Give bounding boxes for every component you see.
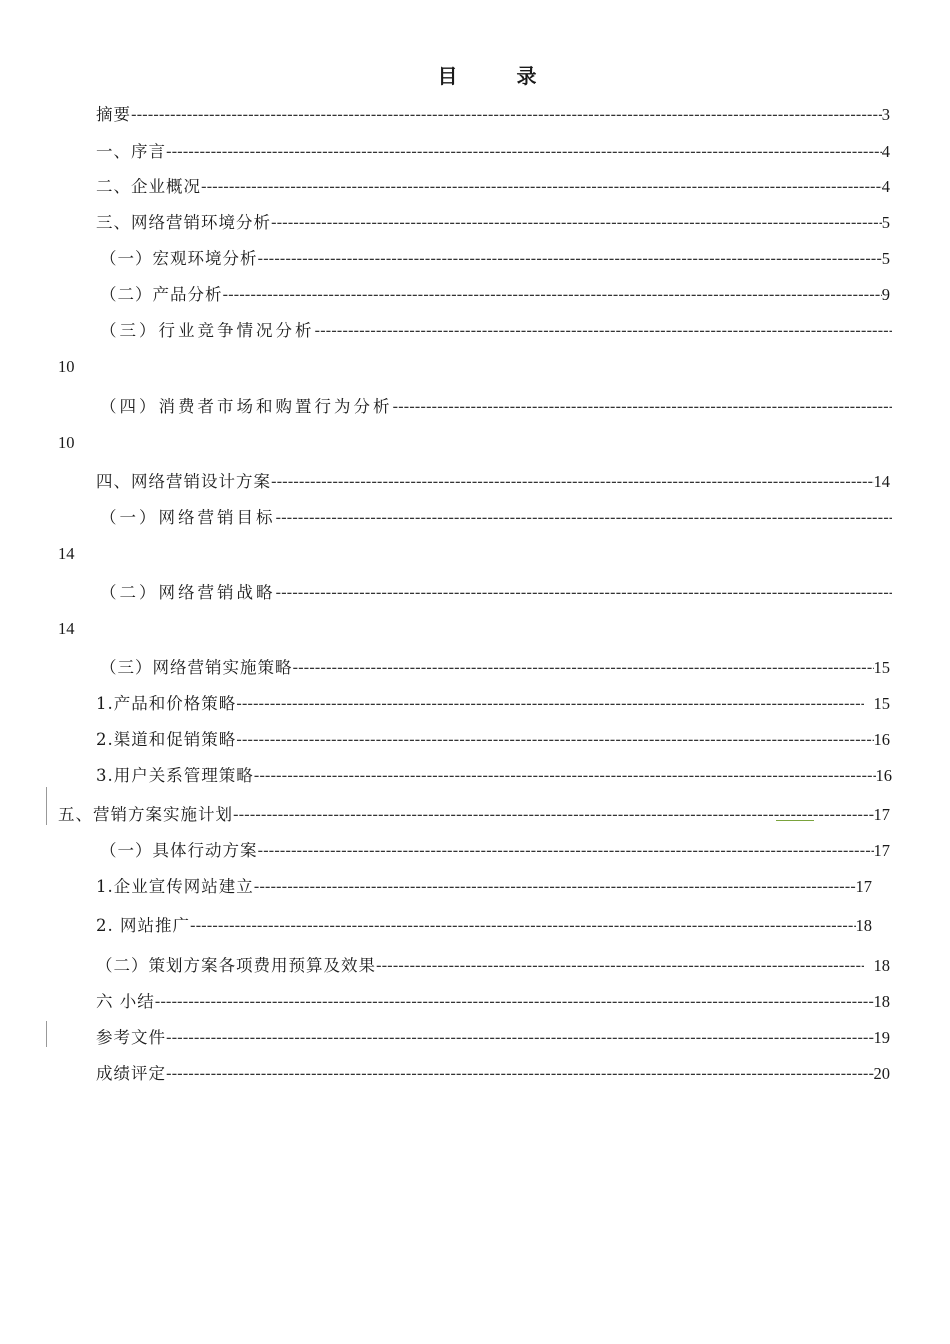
toc-entry-strategy[interactable] bbox=[100, 579, 892, 601]
toc-label: 2. 网站推广 bbox=[96, 916, 190, 934]
revision-bar bbox=[46, 1021, 47, 1047]
toc-label: （三）行业竞争情况分析 bbox=[100, 321, 315, 339]
toc-label: 三、网络营销环境分析 bbox=[96, 213, 271, 231]
toc-page-number: 14 bbox=[58, 544, 75, 563]
toc-page-number: 4 bbox=[881, 142, 890, 160]
toc-label: 二、企业概况 bbox=[96, 177, 201, 195]
toc-entry-promotion[interactable] bbox=[96, 912, 872, 934]
toc-page-number: 18 bbox=[873, 992, 890, 1010]
toc-label: （一）宏观环境分析 bbox=[100, 249, 258, 267]
toc-entry-design[interactable] bbox=[96, 468, 890, 490]
toc-entry-product[interactable] bbox=[100, 281, 890, 303]
toc-label: 四、网络营销设计方案 bbox=[96, 472, 271, 490]
dot-leader bbox=[315, 321, 893, 339]
toc-entry-environment[interactable] bbox=[96, 209, 890, 231]
dot-leader bbox=[236, 730, 873, 748]
toc-page-number: 18 bbox=[873, 956, 890, 974]
toc-page-number: 17 bbox=[855, 877, 872, 895]
toc-entry-tactics[interactable] bbox=[100, 654, 890, 676]
revision-bar bbox=[46, 787, 47, 825]
toc-page-number: 10 bbox=[58, 433, 75, 452]
toc-entry-summary[interactable] bbox=[96, 988, 890, 1010]
toc-entry-consumer[interactable] bbox=[100, 393, 892, 415]
toc-page-number: 14 bbox=[873, 472, 890, 490]
dot-leader bbox=[131, 105, 882, 123]
toc-page-number: 17 bbox=[873, 841, 890, 859]
toc-page-number: 4 bbox=[881, 177, 890, 195]
toc-page-number: 18 bbox=[855, 916, 872, 934]
toc-label: 六 小结 bbox=[96, 992, 155, 1010]
toc-page-number: 15 bbox=[873, 658, 890, 676]
toc-label: （四）消费者市场和购置行为分析 bbox=[100, 397, 393, 415]
dot-leader bbox=[166, 1028, 874, 1046]
toc-label: （二）策划方案各项费用预算及效果 bbox=[96, 956, 376, 974]
dot-leader bbox=[166, 1064, 874, 1082]
toc-entry-price[interactable] bbox=[96, 690, 890, 712]
revision-underline bbox=[776, 820, 814, 821]
dot-leader bbox=[258, 841, 874, 859]
dot-leader bbox=[201, 177, 882, 195]
dot-leader bbox=[271, 213, 882, 231]
toc-label: 摘要 bbox=[96, 105, 131, 123]
toc-title: 目 录 bbox=[437, 64, 563, 88]
dot-leader bbox=[271, 472, 874, 490]
toc-page-number: 5 bbox=[881, 213, 890, 231]
toc-label: （二）产品分析 bbox=[100, 285, 223, 303]
dot-leader bbox=[276, 508, 893, 526]
toc-entry-industry[interactable] bbox=[100, 317, 892, 339]
toc-entry-crm[interactable] bbox=[96, 762, 892, 784]
toc-entry-budget[interactable] bbox=[96, 952, 890, 974]
toc-page-number: 16 bbox=[873, 730, 890, 748]
toc-entry-grade[interactable] bbox=[96, 1060, 890, 1082]
toc-page-number: 5 bbox=[881, 249, 890, 267]
toc-label: 参考文件 bbox=[96, 1028, 166, 1046]
toc-entry-action[interactable] bbox=[100, 837, 890, 859]
dot-leader bbox=[166, 142, 882, 160]
toc-entry-website[interactable] bbox=[96, 873, 872, 895]
toc-label: 2.渠道和促销策略 bbox=[96, 730, 237, 748]
dot-leader bbox=[236, 694, 863, 712]
toc-page-number: 20 bbox=[873, 1064, 890, 1082]
toc-page-number: 15 bbox=[873, 694, 890, 712]
toc-page-number: 9 bbox=[881, 285, 890, 303]
toc-label: （一）具体行动方案 bbox=[100, 841, 258, 859]
toc-page-number: 10 bbox=[58, 357, 75, 376]
toc-label: （三）网络营销实施策略 bbox=[100, 658, 293, 676]
dot-leader bbox=[376, 956, 864, 974]
toc-page-number: 16 bbox=[875, 766, 892, 784]
toc-label: 成绩评定 bbox=[96, 1064, 166, 1082]
dot-leader bbox=[393, 397, 893, 415]
toc-entry-abstract[interactable] bbox=[96, 101, 890, 123]
toc-page-number: 3 bbox=[881, 105, 890, 123]
toc-label: （一）网络营销目标 bbox=[100, 508, 276, 526]
dot-leader bbox=[223, 285, 882, 303]
toc-label: 五、营销方案实施计划 bbox=[58, 805, 233, 823]
dot-leader bbox=[254, 877, 856, 895]
toc-page-number: 14 bbox=[58, 619, 75, 638]
toc-entry-plan[interactable] bbox=[58, 801, 890, 823]
toc-label: 1.产品和价格策略 bbox=[96, 694, 237, 712]
toc-entry-channel[interactable] bbox=[96, 726, 890, 748]
toc-entry-goal[interactable] bbox=[100, 504, 892, 526]
dot-leader bbox=[258, 249, 882, 267]
toc-entry-preface[interactable] bbox=[96, 138, 890, 160]
dot-leader bbox=[276, 583, 893, 601]
toc-entry-overview[interactable] bbox=[96, 173, 890, 195]
dot-leader bbox=[293, 658, 874, 676]
toc-label: 3.用户关系管理策略 bbox=[96, 766, 254, 784]
dot-leader bbox=[190, 916, 856, 934]
toc-entry-references[interactable] bbox=[96, 1024, 890, 1046]
toc-label: 1.企业宣传网站建立 bbox=[96, 877, 254, 895]
toc-label: 一、序言 bbox=[96, 142, 166, 160]
toc-label: （二）网络营销战略 bbox=[100, 583, 276, 601]
dot-leader bbox=[254, 766, 876, 784]
toc-page-number: 17 bbox=[873, 805, 890, 823]
toc-page-number: 19 bbox=[873, 1028, 890, 1046]
dot-leader bbox=[155, 992, 874, 1010]
toc-entry-macro[interactable] bbox=[100, 245, 890, 267]
